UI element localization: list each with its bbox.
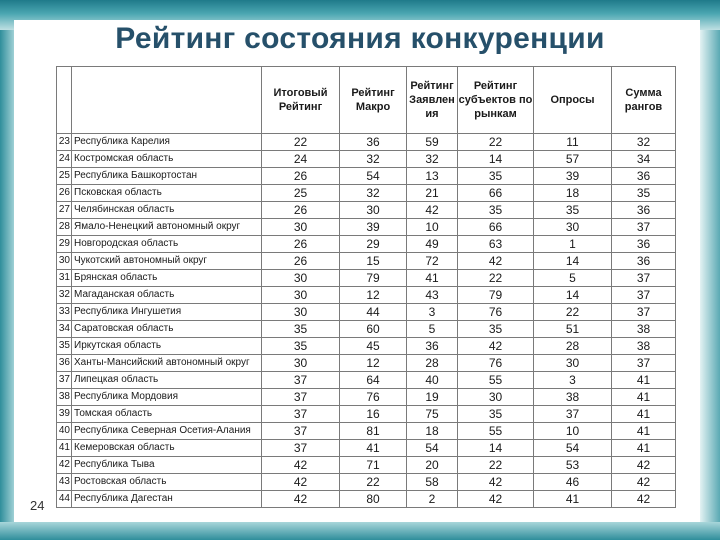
- rank-sum: 42: [612, 457, 676, 474]
- row-index: 23: [57, 134, 72, 151]
- rank-sum: 36: [612, 253, 676, 270]
- market-rating: 42: [458, 491, 534, 508]
- total-rating: 26: [262, 253, 340, 270]
- survey-rank: 14: [534, 287, 612, 304]
- survey-rank: 3: [534, 372, 612, 389]
- table-row: [57, 270, 676, 287]
- row-index: 40: [57, 423, 72, 440]
- table-row: [57, 355, 676, 372]
- market-rating: 55: [458, 372, 534, 389]
- table-row: [57, 338, 676, 355]
- region-name: Кемеровская область: [72, 440, 262, 457]
- survey-rank: 57: [534, 151, 612, 168]
- declared-rating: 59: [407, 134, 458, 151]
- rank-sum: 37: [612, 219, 676, 236]
- rank-sum: 41: [612, 389, 676, 406]
- macro-rating: 32: [340, 151, 407, 168]
- rank-sum: 32: [612, 134, 676, 151]
- rank-sum: 36: [612, 168, 676, 185]
- total-rating: 26: [262, 236, 340, 253]
- region-name: Чукотский автономный округ: [72, 253, 262, 270]
- total-rating: 30: [262, 270, 340, 287]
- header-total-rating: Итоговый Рейтинг: [262, 67, 340, 134]
- total-rating: 26: [262, 202, 340, 219]
- table-row: [57, 236, 676, 253]
- macro-rating: 44: [340, 304, 407, 321]
- declared-rating: 40: [407, 372, 458, 389]
- row-index: 33: [57, 304, 72, 321]
- row-index: 25: [57, 168, 72, 185]
- row-index: 44: [57, 491, 72, 508]
- total-rating: 26: [262, 168, 340, 185]
- macro-rating: 30: [340, 202, 407, 219]
- macro-rating: 71: [340, 457, 407, 474]
- rank-sum: 37: [612, 270, 676, 287]
- survey-rank: 14: [534, 253, 612, 270]
- survey-rank: 18: [534, 185, 612, 202]
- total-rating: 37: [262, 372, 340, 389]
- region-name: Псковская область: [72, 185, 262, 202]
- market-rating: 42: [458, 253, 534, 270]
- row-index: 30: [57, 253, 72, 270]
- slide-title: Рейтинг состояния конкуренции: [115, 22, 605, 55]
- survey-rank: 54: [534, 440, 612, 457]
- macro-rating: 45: [340, 338, 407, 355]
- macro-rating: 22: [340, 474, 407, 491]
- rank-sum: 35: [612, 185, 676, 202]
- row-index: 34: [57, 321, 72, 338]
- total-rating: 42: [262, 474, 340, 491]
- header-macro-rating: Рейтинг Макро: [340, 67, 407, 134]
- macro-rating: 29: [340, 236, 407, 253]
- declared-rating: 2: [407, 491, 458, 508]
- declared-rating: 49: [407, 236, 458, 253]
- declared-rating: 18: [407, 423, 458, 440]
- total-rating: 24: [262, 151, 340, 168]
- survey-rank: 22: [534, 304, 612, 321]
- market-rating: 14: [458, 440, 534, 457]
- table-row: [57, 168, 676, 185]
- table-row: [57, 457, 676, 474]
- market-rating: 63: [458, 236, 534, 253]
- total-rating: 37: [262, 406, 340, 423]
- region-name: Магаданская область: [72, 287, 262, 304]
- table-row: [57, 304, 676, 321]
- market-rating: 66: [458, 219, 534, 236]
- region-name: Новгородская область: [72, 236, 262, 253]
- rank-sum: 42: [612, 474, 676, 491]
- row-index: 37: [57, 372, 72, 389]
- total-rating: 30: [262, 355, 340, 372]
- region-name: Ханты-Мансийский автономный округ: [72, 355, 262, 372]
- rank-sum: 38: [612, 321, 676, 338]
- competition-rating-table: [56, 66, 676, 508]
- header-market-rating: Рейтинг субъектов по рынкам: [458, 67, 534, 134]
- macro-rating: 16: [340, 406, 407, 423]
- declared-rating: 3: [407, 304, 458, 321]
- survey-rank: 11: [534, 134, 612, 151]
- region-name: Республика Мордовия: [72, 389, 262, 406]
- table-row: [57, 474, 676, 491]
- survey-rank: 46: [534, 474, 612, 491]
- total-rating: 42: [262, 491, 340, 508]
- declared-rating: 58: [407, 474, 458, 491]
- market-rating: 14: [458, 151, 534, 168]
- market-rating: 22: [458, 134, 534, 151]
- total-rating: 35: [262, 338, 340, 355]
- left-gradient-band: [0, 30, 14, 540]
- declared-rating: 42: [407, 202, 458, 219]
- row-index: 42: [57, 457, 72, 474]
- total-rating: 25: [262, 185, 340, 202]
- table-row: [57, 491, 676, 508]
- rank-sum: 41: [612, 423, 676, 440]
- region-name: Республика Дагестан: [72, 491, 262, 508]
- table-row: [57, 440, 676, 457]
- table-row: [57, 321, 676, 338]
- market-rating: 35: [458, 168, 534, 185]
- total-rating: 30: [262, 304, 340, 321]
- row-index: 43: [57, 474, 72, 491]
- survey-rank: 37: [534, 406, 612, 423]
- survey-rank: 38: [534, 389, 612, 406]
- rank-sum: 38: [612, 338, 676, 355]
- table-row: [57, 219, 676, 236]
- declared-rating: 43: [407, 287, 458, 304]
- rank-sum: 41: [612, 372, 676, 389]
- macro-rating: 15: [340, 253, 407, 270]
- rank-sum: 37: [612, 304, 676, 321]
- right-gradient-band: [700, 30, 720, 540]
- row-index: 38: [57, 389, 72, 406]
- table-row: [57, 287, 676, 304]
- region-name: Республика Ингушетия: [72, 304, 262, 321]
- region-name: Ростовская область: [72, 474, 262, 491]
- total-rating: 22: [262, 134, 340, 151]
- market-rating: 76: [458, 304, 534, 321]
- survey-rank: 53: [534, 457, 612, 474]
- header-declared-rating: Рейтинг Заявлен ия: [407, 67, 458, 134]
- market-rating: 55: [458, 423, 534, 440]
- table-row: [57, 185, 676, 202]
- survey-rank: 30: [534, 219, 612, 236]
- table-row: [57, 202, 676, 219]
- row-index: 39: [57, 406, 72, 423]
- market-rating: 76: [458, 355, 534, 372]
- row-index: 27: [57, 202, 72, 219]
- row-index: 28: [57, 219, 72, 236]
- table-header-row: [57, 67, 676, 134]
- row-index: 35: [57, 338, 72, 355]
- row-index: 24: [57, 151, 72, 168]
- region-name: Томская область: [72, 406, 262, 423]
- macro-rating: 54: [340, 168, 407, 185]
- macro-rating: 64: [340, 372, 407, 389]
- header-rank-sum: Сумма рангов: [612, 67, 676, 134]
- row-index: 36: [57, 355, 72, 372]
- region-name: Иркутская область: [72, 338, 262, 355]
- declared-rating: 72: [407, 253, 458, 270]
- region-name: Саратовская область: [72, 321, 262, 338]
- survey-rank: 35: [534, 202, 612, 219]
- region-name: Костромская область: [72, 151, 262, 168]
- macro-rating: 39: [340, 219, 407, 236]
- survey-rank: 5: [534, 270, 612, 287]
- market-rating: 30: [458, 389, 534, 406]
- market-rating: 22: [458, 270, 534, 287]
- market-rating: 35: [458, 321, 534, 338]
- declared-rating: 36: [407, 338, 458, 355]
- bottom-gradient-band: [0, 522, 720, 540]
- survey-rank: 28: [534, 338, 612, 355]
- total-rating: 37: [262, 423, 340, 440]
- region-name: Брянская область: [72, 270, 262, 287]
- declared-rating: 5: [407, 321, 458, 338]
- declared-rating: 13: [407, 168, 458, 185]
- table-row: [57, 151, 676, 168]
- rank-sum: 34: [612, 151, 676, 168]
- market-rating: 35: [458, 406, 534, 423]
- declared-rating: 28: [407, 355, 458, 372]
- region-name: Республика Тыва: [72, 457, 262, 474]
- declared-rating: 19: [407, 389, 458, 406]
- rank-sum: 36: [612, 202, 676, 219]
- market-rating: 79: [458, 287, 534, 304]
- survey-rank: 30: [534, 355, 612, 372]
- region-name: Челябинская область: [72, 202, 262, 219]
- declared-rating: 32: [407, 151, 458, 168]
- survey-rank: 51: [534, 321, 612, 338]
- declared-rating: 21: [407, 185, 458, 202]
- macro-rating: 80: [340, 491, 407, 508]
- macro-rating: 79: [340, 270, 407, 287]
- region-name: Республика Башкортостан: [72, 168, 262, 185]
- region-name: Липецкая область: [72, 372, 262, 389]
- rank-sum: 42: [612, 491, 676, 508]
- total-rating: 37: [262, 389, 340, 406]
- table-row: [57, 134, 676, 151]
- rank-sum: 36: [612, 236, 676, 253]
- declared-rating: 20: [407, 457, 458, 474]
- region-name: Республика Карелия: [72, 134, 262, 151]
- market-rating: 35: [458, 202, 534, 219]
- row-index: 41: [57, 440, 72, 457]
- total-rating: 37: [262, 440, 340, 457]
- total-rating: 35: [262, 321, 340, 338]
- survey-rank: 39: [534, 168, 612, 185]
- header-index: [57, 67, 72, 134]
- rank-sum: 37: [612, 287, 676, 304]
- total-rating: 30: [262, 287, 340, 304]
- region-name: Республика Северная Осетия-Алания: [72, 423, 262, 440]
- table-row: [57, 389, 676, 406]
- macro-rating: 12: [340, 355, 407, 372]
- table-row: [57, 253, 676, 270]
- row-index: 31: [57, 270, 72, 287]
- row-index: 26: [57, 185, 72, 202]
- region-name: Ямало-Ненецкий автономный округ: [72, 219, 262, 236]
- rank-sum: 41: [612, 440, 676, 457]
- slide-number: 24: [30, 498, 45, 513]
- header-region: [72, 67, 262, 134]
- macro-rating: 76: [340, 389, 407, 406]
- table-row: [57, 423, 676, 440]
- market-rating: 66: [458, 185, 534, 202]
- declared-rating: 10: [407, 219, 458, 236]
- rank-sum: 41: [612, 406, 676, 423]
- market-rating: 42: [458, 474, 534, 491]
- rank-sum: 37: [612, 355, 676, 372]
- declared-rating: 54: [407, 440, 458, 457]
- total-rating: 30: [262, 219, 340, 236]
- table-row: [57, 406, 676, 423]
- macro-rating: 81: [340, 423, 407, 440]
- macro-rating: 32: [340, 185, 407, 202]
- declared-rating: 75: [407, 406, 458, 423]
- table-body: [57, 134, 676, 508]
- header-surveys: Опросы: [534, 67, 612, 134]
- market-rating: 42: [458, 338, 534, 355]
- macro-rating: 12: [340, 287, 407, 304]
- survey-rank: 41: [534, 491, 612, 508]
- survey-rank: 10: [534, 423, 612, 440]
- total-rating: 42: [262, 457, 340, 474]
- macro-rating: 60: [340, 321, 407, 338]
- macro-rating: 36: [340, 134, 407, 151]
- declared-rating: 41: [407, 270, 458, 287]
- market-rating: 22: [458, 457, 534, 474]
- table-row: [57, 372, 676, 389]
- row-index: 29: [57, 236, 72, 253]
- row-index: 32: [57, 287, 72, 304]
- macro-rating: 41: [340, 440, 407, 457]
- survey-rank: 1: [534, 236, 612, 253]
